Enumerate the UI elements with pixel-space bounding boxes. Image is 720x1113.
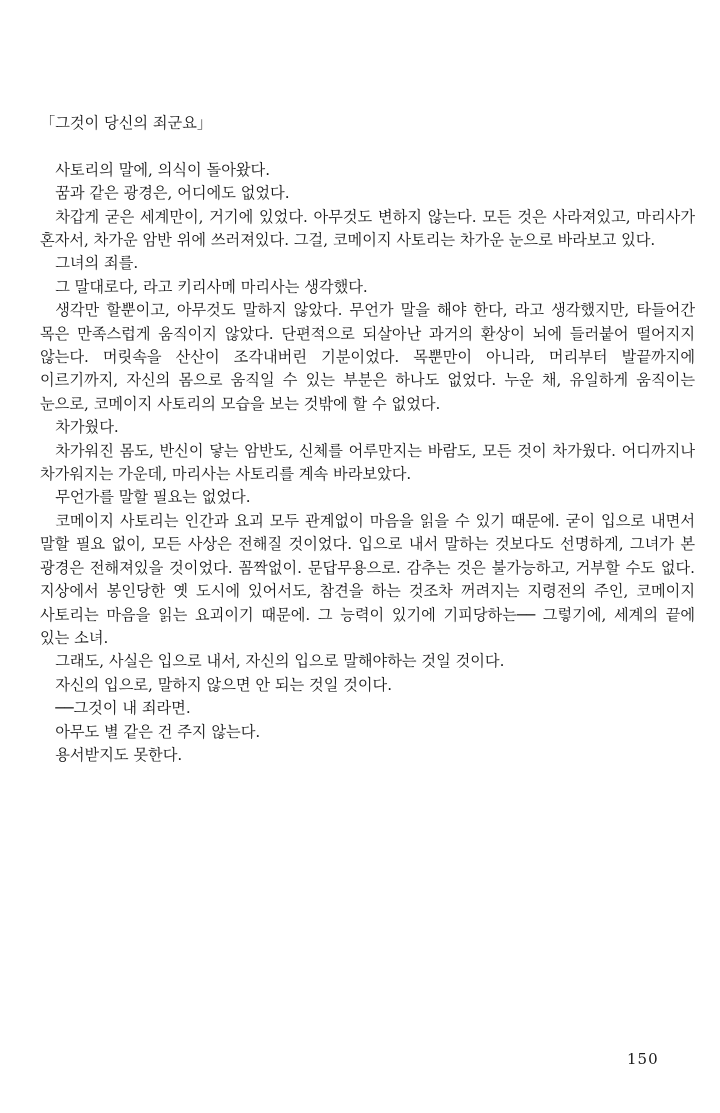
paragraph: 사토리의 말에, 의식이 돌아왔다. xyxy=(55,160,271,179)
paragraph: 무언가를 말할 필요는 없었다. xyxy=(55,488,251,507)
paragraph: ──그것이 내 죄라면. xyxy=(55,699,191,718)
paragraph: 용서받지도 못한다. xyxy=(55,745,183,764)
paragraph: 그 말대로다, 라고 키리사메 마리사는 생각했다. xyxy=(55,277,368,296)
document-body xyxy=(40,112,695,767)
paragraph: 그녀의 죄를. xyxy=(55,254,139,273)
paragraph: 아무도 별 같은 건 주지 않는다. xyxy=(55,722,261,741)
paragraph: 차갑게 굳은 세계만이, 거기에 있었다. 아무것도 변하지 않는다. 모든 것은 사라져있고, 마리사가 혼자서, 차가운 암반 위에 쓰러져있다. 그걸, 코메이지 사토리는 차가운 눈으로 바라보고 있다. xyxy=(40,207,695,250)
paragraph: 차가워진 몸도, 반신이 닿는 암반도, 신체를 어루만지는 바람도, 모든 것이 차가웠다. 어디까지나 차가워지는 가운데, 마리사는 사토리를 계속 바라보았다. xyxy=(40,441,695,484)
paragraph: 그래도, 사실은 입으로 내서, 자신의 입으로 말해야하는 것일 것이다. xyxy=(55,652,505,671)
opening-quote: 「그것이 당신의 죄군요」 xyxy=(40,114,213,132)
paragraph: 차가웠다. xyxy=(55,418,119,437)
paragraph: 코메이지 사토리는 인간과 요괴 모두 관계없이 마음을 읽을 수 있기 때문에. 굳이 입으로 내면서 말할 필요 없이, 모든 사상은 전해질 것이었다. 입으로 내서 말하는 것보다도 선명하게, 그녀가 본 광경은 전해져있을 것이었다. 꼼짝없이. 문답무용으로. 감추는 것은 불가능하고, 거부할 수도 없다. 지상에서 봉인당한 옛 도시에 있어서도, 참견을 하는 것조차 꺼려지는 지령전의 주인, 코메이지 사토리는 마음을 읽는 요괴이기 때문에. 그 능력이 있기에 기피당하는── 그렇기에, 세계의 끝에 있는 소녀. xyxy=(40,511,695,647)
paragraph: 생각만 할뿐이고, 아무것도 말하지 않았다. 무언가 말을 해야 한다, 라고 생각했지만, 타들어간 목은 만족스럽게 움직이지 않았다. 단편적으로 되살아난 과거의 환상이 뇌에 들러붙어 떨어지지 않는다. 머릿속을 산산이 조각내버린 기분이었다. 목뿐만이 아니라, 머리부터 발끝까지에 이르기까지, 자신의 몸으로 움직일 수 있는 부분은 하나도 없었다. 누운 채, 유일하게 움직이는 눈으로, 코메이지 사토리의 모습을 보는 것밖에 할 수 없었다. xyxy=(40,301,695,413)
page-number: 150 xyxy=(627,1050,659,1068)
paragraph: 자신의 입으로, 말하지 않으면 안 되는 것일 것이다. xyxy=(55,675,393,694)
paragraph: 꿈과 같은 광경은, 어디에도 없었다. xyxy=(55,184,290,203)
